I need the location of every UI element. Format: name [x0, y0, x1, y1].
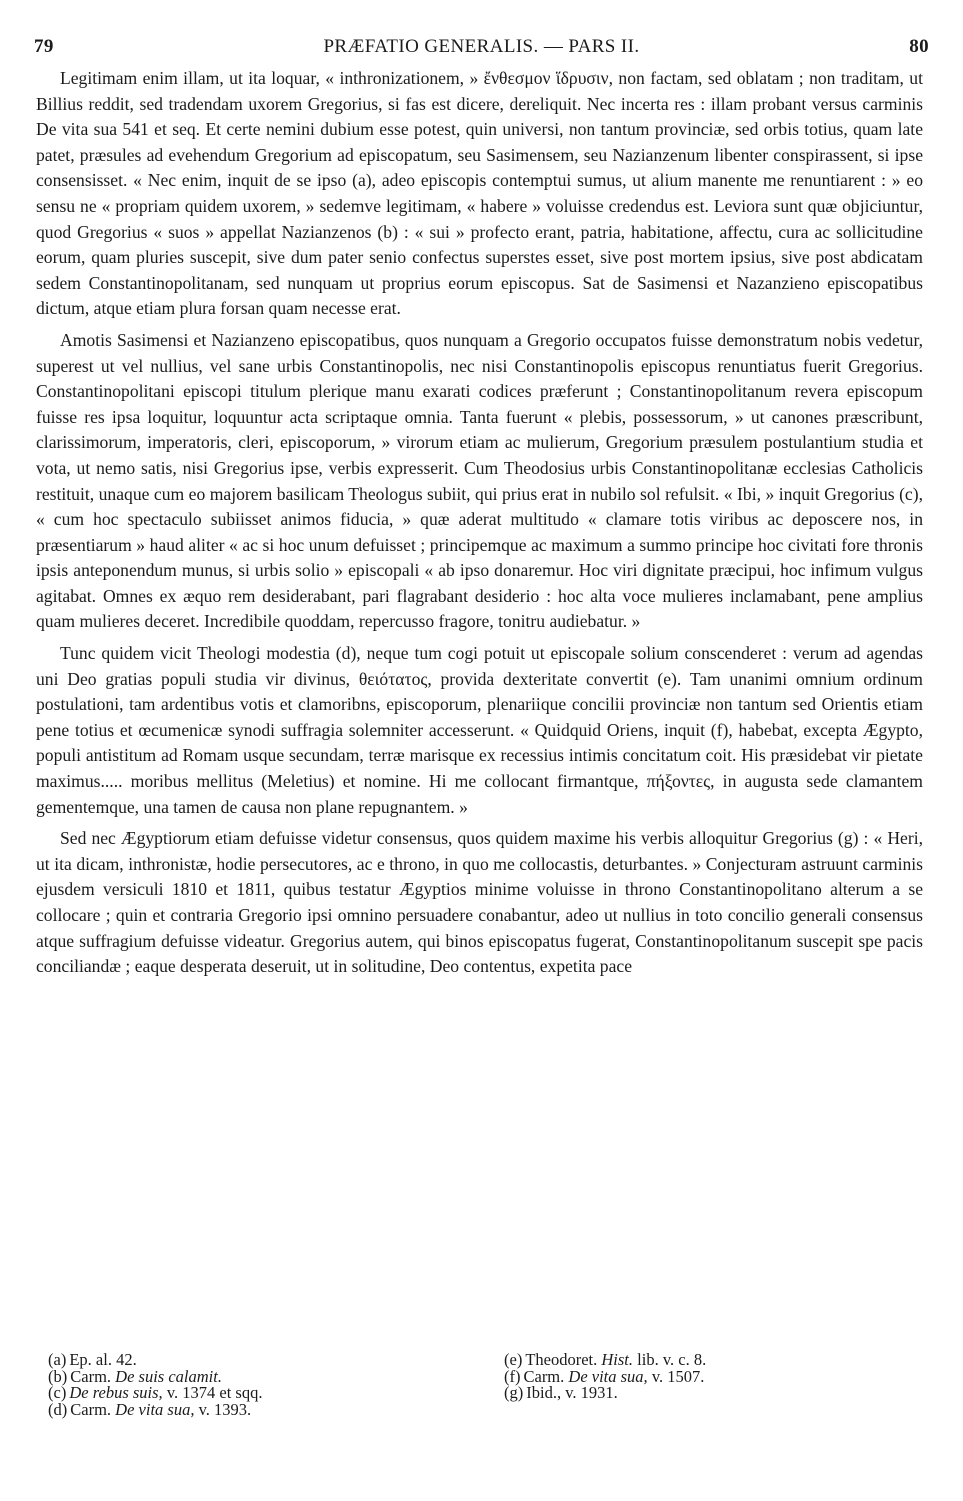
footnote-a: (a) Ep. al. 42.: [48, 1350, 137, 1369]
paragraph-1: Legitimam enim illam, ut ita loquar, « inthronizationem, » ἔνθεσμον ἵδρυσιν, non factam, sed oblatam ; non traditam, ut Billius reddit, sed tradendam uxorem Gregorius, si fas est dicere, dereliquit. Nec incerta res : illam probant versus carminis De vita sua 541 et seq. Et certe nemini dubium esse potest, quin universi, non tantum provinciæ, sed orbis totius, quam late patet, præsules ad evehendum Gregorium ad episcopatum, seu Sasimensem, seu Nazianzenum libenter conspirassent, si ipse consensisset. « Nec enim, inquit de se ipso (a), adeo episcopis contemptui sumus, ut alium manente me renuntiarent : » eo sensu ne « propriam quidem uxorem, » sedemve legitimam, « habere » voluisse credendus est. Leviora sunt quæ objiciuntur, quod Gregorius « suos » appellat Nazianzenos (b) : « sui » profecto erant, patria, habitatione, affectu, cura ac sollicitudine eorum, quam pluries suscepit, sive dum pater senio confectus superstes esset, sive post mortem ipsius, sive post abdicatam sedem Constantinopolitanam, sed nunquam ut proprius eorum episcopus. Sat de Sasimensi et Nazanzieno episcopatibus dictum, atque etiam plura forsan quam necesse erat.: [36, 68, 923, 319]
footnotes-right-column: [504, 1352, 934, 1402]
main-text: [36, 66, 923, 986]
page-number-right: 80: [909, 36, 929, 57]
paragraph-2: Amotis Sasimensi et Nazianzeno episcopatibus, quos nunquam a Gregorio occupatos fuisse demonstratum nobis vedetur, superest ut vel nullius, vel sane urbis Constantinopolis, nec nisi Constantinopolis episcopus renuntiatus fuerit Gregorius. Constantinopolitani episcopi titulum plerique manu exarati codices præferunt ; Constantinopolitanum revera episcopum fuisse res ipsa loquitur, loquuntur acta scriptaque omnia. Tanta fuerunt « plebis, possessorum, » ut canones præscribunt, clarissimorum, imperatoris, cleri, episcoporum, » virorum etiam ac mulierum, Gregorium præsulem postulantium studia et vota, ut nemo satis, nisi Gregorius ipse, verbis expresserit. Cum Theodosius urbis Constantinopolitanæ ecclesias Catholicis restituit, unaque cum eo majorem basilicam Theologus subiit, qui prius erat in nubilo sol refulsit. « Ibi, » inquit Gregorius (c), « cum hoc spectaculo subiisset animos fiducia, » quæ aderat multitudo « clamare totis viribus ac deposcere nos, in præsentiarum » haud aliter « ac si hoc unum defuisset ; principemque ac maximum a summo principe hoc civitati fore thronis ipsis anteponendum munus, si urbis solio » episcopali « ab ipso donaremur. Hoc viri dignitate præcipui, hoc infimum vulgus agitabat. Omnes ex æquo rem desiderabant, pari flagrabant desiderio : hoc alta voce mulieres inclamabant, pene amplius quam mulieres deceret. Incredibile quoddam, repercusso fragore, tonitru audiebatur. »: [36, 329, 923, 632]
paragraph-3: Tunc quidem vicit Theologi modestia (d), neque tum cogi potuit ut episcopale solium conscenderet : verum ad agendas uni Deo gratias populi studia vir divinus, θειότατος, provida dexteritate convertit (e). Tam unanimi omnium ordinum postulationi, tam ardentibus votis et clamoribns, episcoporum, plenariique concilii provinciæ non tantum sed Orientis etiam pene totius et œcumenicæ synodi suffragia solemniter accesserunt. « Quidquid Oriens, inquit (f), habebat, excepta Ægypto, populi antistitum ad Romam usque secundam, terræ marisque ex recessius intimis concitatum coit. His præsidebat vir pietate maximus..... moribus mellitus (Meletius) et nomine. Hi me collocant firmantque, πήξοντες, in augusta sede clamantem gementemque, una tamen de causa non plane repugnantem. »: [36, 643, 923, 817]
footnote-f: (f) Carm. De vita sua, v. 1507.: [504, 1366, 705, 1386]
footnote-b: (b) Carm. De suis calamit.: [48, 1366, 222, 1386]
running-title: PRÆFATIO GENERALIS. — PARS II.: [323, 36, 640, 57]
footnote-g: (g) Ibid., v. 1931.: [504, 1383, 618, 1402]
paragraph-4: Sed nec Ægyptiorum etiam defuisse videtur consensus, quos quidem maxime his verbis alloquitur Gregorius (g) : « Heri, ut ita dicam, inthronistæ, hodie persecutores, ac e throno, in quo me collocastis, deturbantes. » Conjecturam astruunt carminis ejusdem versiculi 1810 et 1811, quibus testatur Ægyptios minime voluisse in throno Constantinopolitano alterum a se collocare ; quin et contraria Gregorio ipsi omnino persuadere conabantur, adeo ut nullius in toto concilio generali consensus atque suffragium defuisse videatur. Gregorius autem, qui binos episcopatus fugerat, Constantinopolitanum suscepit spe pacis conciliandæ ; eaque desperata deseruit, ut in solitudine, Deo contentus, expetita pace: [36, 828, 923, 977]
page-number-left: 79: [34, 36, 54, 57]
footnotes-left-column: [48, 1352, 478, 1418]
footnote-e: (e) Theodoret. Hist. lib. v. c. 8.: [504, 1350, 707, 1369]
footnote-c: (c) De rebus suis, v. 1374 et sqq.: [48, 1383, 263, 1402]
footnote-d: (d) Carm. De vita sua, v. 1393.: [48, 1399, 252, 1419]
page-header: [34, 30, 929, 64]
